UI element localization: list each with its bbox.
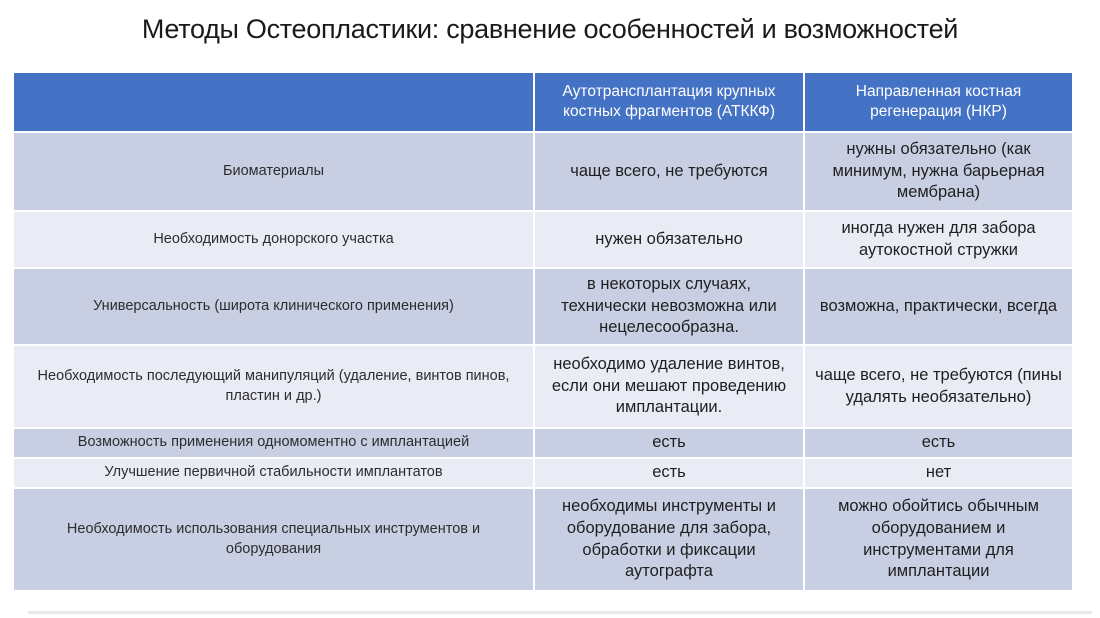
row-label: Возможность применения одномоментно с имплантацией bbox=[13, 428, 534, 458]
cell-atkkf: нужен обязательно bbox=[534, 211, 804, 268]
table-row bbox=[13, 488, 1073, 591]
table-row bbox=[13, 345, 1073, 428]
row-label: Биоматериалы bbox=[13, 132, 534, 211]
header-cell-empty bbox=[13, 72, 534, 132]
page-title: Методы Остеопластики: сравнение особенностей и возможностей bbox=[141, 14, 959, 44]
table-row bbox=[13, 268, 1073, 345]
table-header bbox=[13, 72, 1073, 132]
row-label: Необходимость использования специальных инструментов и оборудования bbox=[13, 488, 534, 591]
cell-nkr: нужны обязательно (как минимум, нужна барьерная мембрана) bbox=[804, 132, 1073, 211]
cell-nkr: чаще всего, не требуются (пины удалять необязательно) bbox=[804, 345, 1073, 428]
table-row bbox=[13, 428, 1073, 458]
row-label: Необходимость донорского участка bbox=[13, 211, 534, 268]
cell-atkkf: есть bbox=[534, 458, 804, 488]
table-row bbox=[13, 211, 1073, 268]
cell-nkr: нет bbox=[804, 458, 1073, 488]
header-row bbox=[13, 72, 1073, 132]
cell-atkkf: чаще всего, не требуются bbox=[534, 132, 804, 211]
cell-nkr: иногда нужен для забора аутокостной стружки bbox=[804, 211, 1073, 268]
table-row bbox=[13, 132, 1073, 211]
comparison-table bbox=[12, 71, 1074, 592]
cell-nkr: возможна, практически, всегда bbox=[804, 268, 1073, 345]
cell-nkr: есть bbox=[804, 428, 1073, 458]
cell-nkr: можно обойтись обычным оборудованием и инструментами для имплантации bbox=[804, 488, 1073, 591]
cell-atkkf: необходимо удаление винтов, если они мешают проведению имплантации. bbox=[534, 345, 804, 428]
bottom-divider bbox=[28, 611, 1092, 614]
cell-atkkf: в некоторых случаях, технически невозможна или нецелесообразна. bbox=[534, 268, 804, 345]
row-label: Универсальность (широта клинического применения) bbox=[13, 268, 534, 345]
row-label: Необходимость последующий манипуляций (удаление, винтов пинов, пластин и др.) bbox=[13, 345, 534, 428]
row-label: Улучшение первичной стабильности имплантатов bbox=[13, 458, 534, 488]
cell-atkkf: необходимы инструменты и оборудование для забора, обработки и фиксации аутографта bbox=[534, 488, 804, 591]
cell-atkkf: есть bbox=[534, 428, 804, 458]
table-row bbox=[13, 458, 1073, 488]
header-cell-atkkf: Аутотрансплантация крупных костных фрагментов (АТККФ) bbox=[534, 72, 804, 132]
header-cell-nkr: Направленная костная регенерация (НКР) bbox=[804, 72, 1073, 132]
